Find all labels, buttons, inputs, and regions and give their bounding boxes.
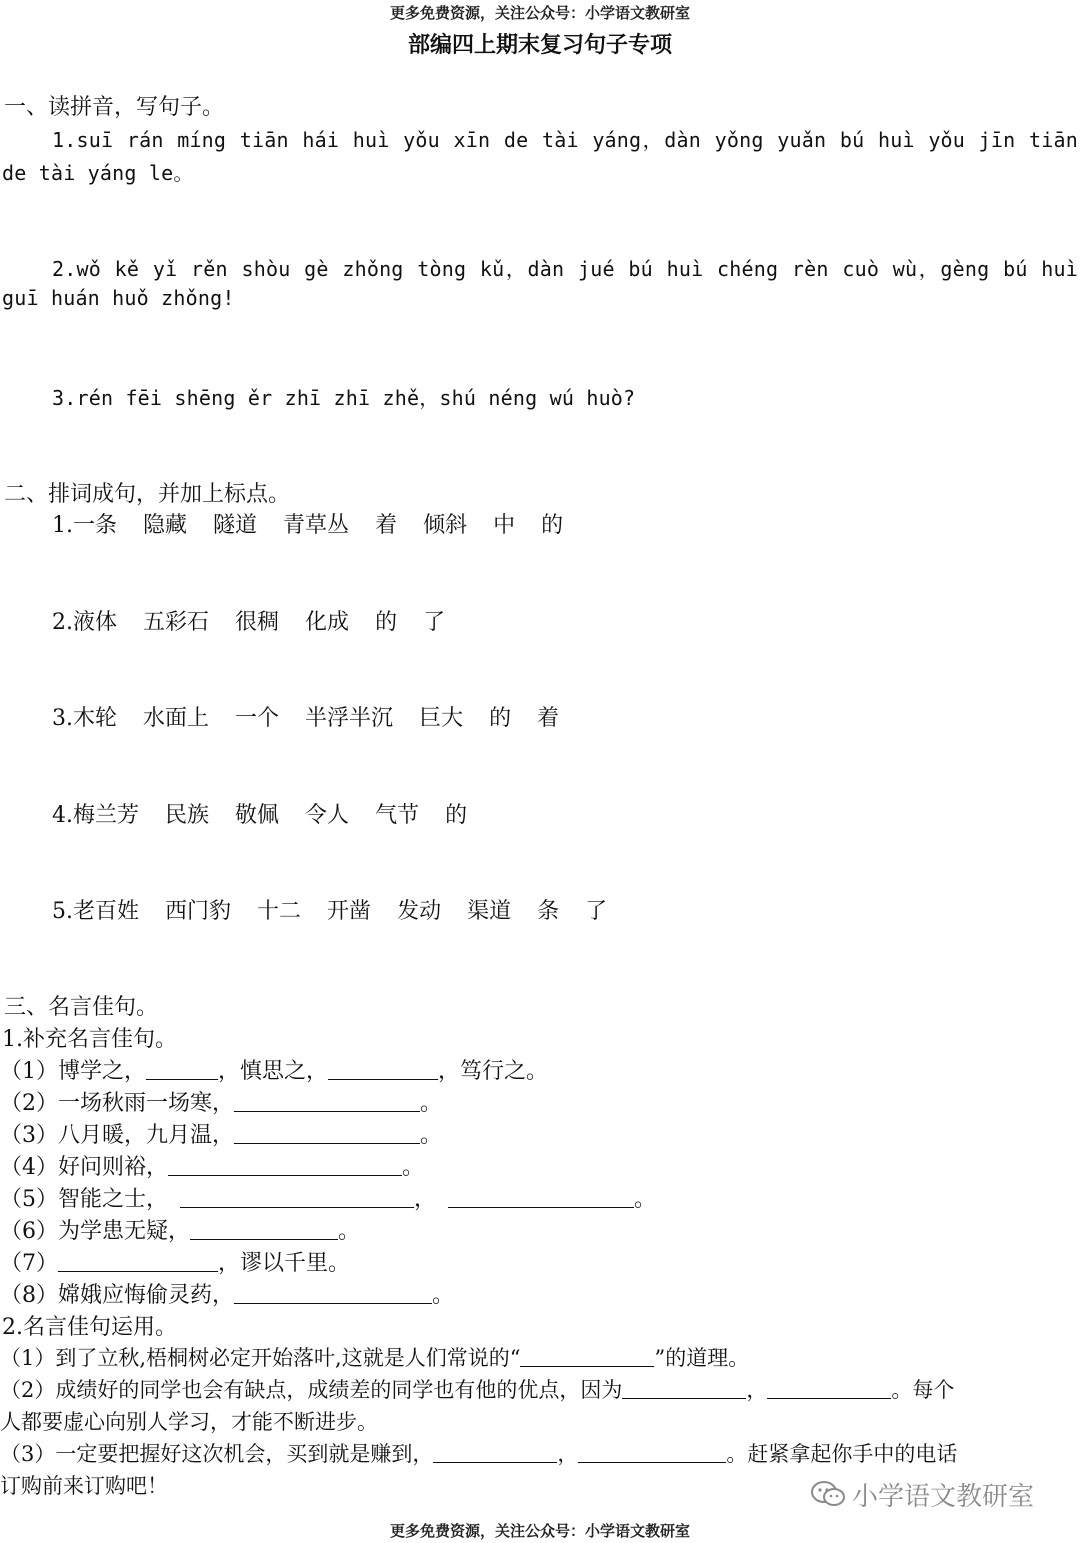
usage-u1: （1）到了立秋,梧桐树必定开始落叶,这就是人们常说的“ ”的道理。 [0, 1346, 750, 1370]
blank-q1-2[interactable] [328, 1059, 438, 1080]
reorder-word: 五彩石 [143, 610, 210, 635]
reorder-word: 化成 [305, 610, 350, 635]
reorder-word: 的 [489, 706, 512, 731]
reorder-item [52, 605, 471, 636]
reorder-item [52, 701, 585, 732]
reorder-word: 倾斜 [423, 513, 468, 538]
reorder-item [52, 894, 633, 925]
reorder-word: 的 [445, 803, 468, 828]
section3-sub2: 2.名言佳句运用。 [2, 1315, 177, 1340]
watermark: 小学语文教研室 [810, 1476, 1034, 1515]
reorder-word: 气节 [375, 803, 420, 828]
quote-q6: （6）为学患无疑， 。 [0, 1219, 361, 1244]
blank-q1-1[interactable] [146, 1059, 218, 1080]
quote-q5: （5）智能之士， ， 。 [0, 1187, 657, 1212]
reorder-word: 隧道 [213, 513, 258, 538]
reorder-word: 着 [375, 513, 398, 538]
reorder-word: 青草丛 [283, 513, 350, 538]
quote-q8: （8）嫦娥应悔偷灵药， 。 [0, 1283, 455, 1308]
quote-q3: （3）八月暖，九月温， 。 [0, 1123, 443, 1148]
reorder-word: 敬佩 [235, 803, 280, 828]
reorder-item-number: 5. [52, 899, 73, 924]
reorder-item [52, 508, 589, 539]
blank-u1[interactable] [520, 1346, 654, 1367]
reorder-word: 水面上 [143, 706, 210, 731]
blank-q5-1[interactable] [180, 1187, 414, 1208]
reorder-word: 渠道 [467, 899, 512, 924]
reorder-word: 一条 [73, 513, 118, 538]
quote-q7: （7） ，谬以千里。 [0, 1251, 351, 1276]
blank-q3[interactable] [234, 1123, 420, 1144]
reorder-word: 的 [375, 610, 398, 635]
blank-u2-2[interactable] [767, 1378, 891, 1399]
usage-u2-line2: 人都要虚心向别人学习，才能不断进步。 [0, 1410, 378, 1434]
reorder-word: 液体 [73, 610, 118, 635]
quote-q1: （1）博学之， ，慎思之， ，笃行之。 [0, 1059, 549, 1084]
reorder-word: 十二 [257, 899, 302, 924]
blank-u2-1[interactable] [622, 1378, 746, 1399]
reorder-word: 中 [493, 513, 516, 538]
reorder-word: 木轮 [73, 706, 118, 731]
quote-q4: （4）好问则裕， 。 [0, 1155, 425, 1180]
reorder-word: 梅兰芳 [73, 803, 140, 828]
blank-q2[interactable] [234, 1091, 420, 1112]
reorder-word: 一个 [235, 706, 280, 731]
quote-q2: （2）一场秋雨一场寒， 。 [0, 1091, 443, 1116]
usage-u2-line1: （2）成绩好的同学也会有缺点，成绩差的同学也有他的优点，因为 ， 。每个 [0, 1378, 955, 1402]
wechat-icon [810, 1480, 846, 1515]
pinyin-item-1-line-2: de tài yáng le。 [2, 161, 194, 185]
reorder-word: 半浮半沉 [305, 706, 394, 731]
reorder-item-number: 4. [52, 803, 73, 828]
page-footer: 更多免费资源，关注公众号：小学语文教研室 [389, 1522, 690, 1540]
page-header: 更多免费资源，关注公众号：小学语文教研室 [389, 4, 690, 22]
reorder-word: 老百姓 [73, 899, 140, 924]
section1-heading: 一、读拼音，写句子。 [4, 95, 225, 120]
pinyin-item-3: 3.rén fēi shēng ěr zhī zhī zhě，shú néng wú huò? [52, 386, 636, 410]
usage-u3-line1: （3）一定要把握好这次机会，买到就是赚到， ， 。赶紧拿起你手中的电话 [0, 1442, 958, 1466]
reorder-item-number: 1. [52, 513, 73, 538]
reorder-word: 着 [537, 706, 560, 731]
section2-heading: 二、排词成句，并加上标点。 [4, 482, 291, 507]
section3-sub1: 1.补充名言佳句。 [2, 1027, 177, 1052]
reorder-word: 的 [541, 513, 564, 538]
reorder-word: 发动 [397, 899, 442, 924]
blank-q8[interactable] [234, 1283, 432, 1304]
pinyin-item-2-line-1: 2.wǒ kě yǐ rěn shòu gè zhǒng tòng kǔ，dàn jué bú huì chéng rèn cuò wù，gèng bú huì [52, 257, 1078, 281]
blank-q7[interactable] [58, 1251, 218, 1272]
reorder-word: 了 [423, 610, 446, 635]
reorder-word: 西门豹 [165, 899, 232, 924]
blank-q6[interactable] [190, 1219, 338, 1240]
reorder-word: 令人 [305, 803, 350, 828]
blank-u3-1[interactable] [433, 1442, 557, 1463]
section3-heading: 三、名言佳句。 [4, 995, 159, 1020]
blank-q4[interactable] [168, 1155, 402, 1176]
reorder-word: 巨大 [419, 706, 464, 731]
reorder-word: 了 [585, 899, 608, 924]
reorder-item-number: 2. [52, 610, 73, 635]
reorder-word: 开凿 [327, 899, 372, 924]
pinyin-item-1-line-1: 1.suī rán míng tiān hái huì yǒu xīn de tài yáng，dàn yǒng yuǎn bú huì yǒu jīn tiān [52, 128, 1078, 152]
reorder-item-number: 3. [52, 706, 73, 731]
page-title: 部编四上期末复习句子专项 [407, 32, 672, 58]
usage-u3-line2: 订购前来订购吧！ [0, 1474, 168, 1498]
reorder-word: 条 [537, 899, 560, 924]
reorder-item [52, 798, 493, 829]
reorder-word: 很稠 [235, 610, 280, 635]
blank-u3-2[interactable] [578, 1442, 726, 1463]
reorder-word: 隐藏 [143, 513, 188, 538]
blank-q5-2[interactable] [448, 1187, 634, 1208]
pinyin-item-2-line-2: guī huán huǒ zhǒng! [2, 286, 235, 310]
reorder-word: 民族 [165, 803, 210, 828]
